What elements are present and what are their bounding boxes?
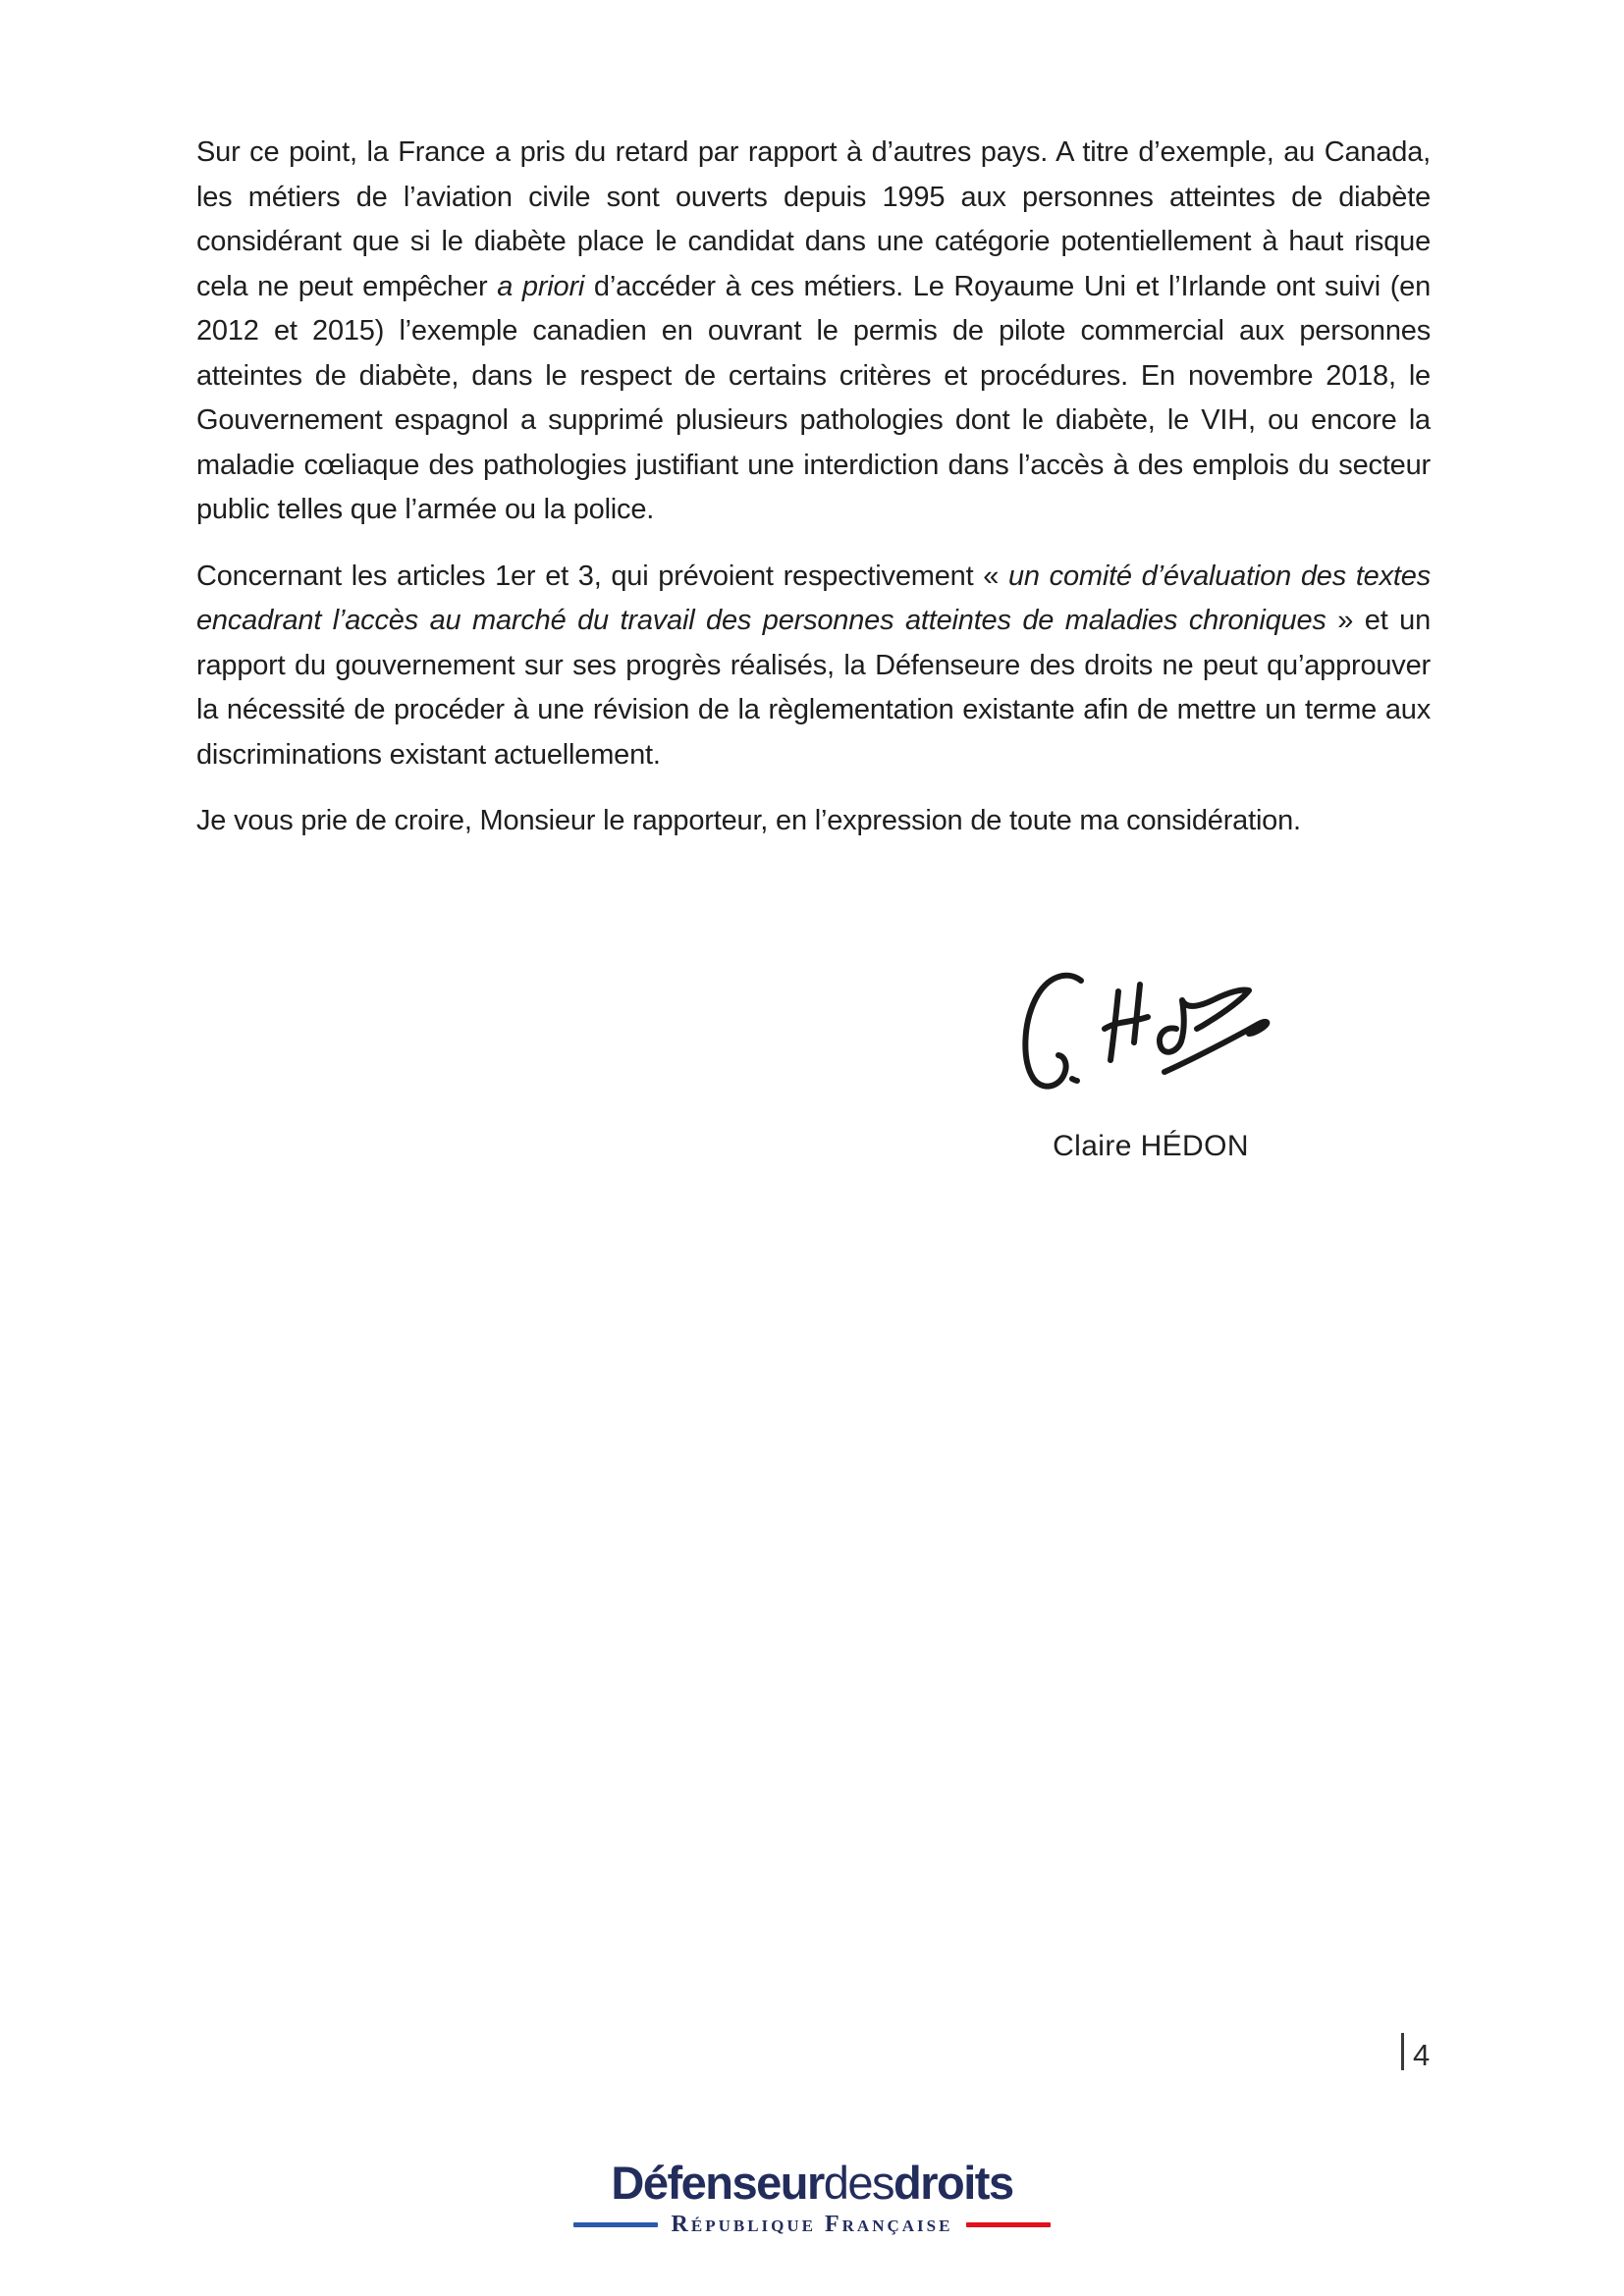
logo-wordmark bbox=[611, 2157, 1013, 2209]
logo-subtitle-row bbox=[573, 2213, 1052, 2236]
logo-word-des: des bbox=[823, 2157, 894, 2209]
logo-red-rule bbox=[966, 2222, 1051, 2227]
closing-salutation-paragraph: Je vous prie de croire, Monsieur le rapporteur, en l’expression de toute ma considération. bbox=[196, 805, 1301, 836]
logo-word-droits: droits bbox=[893, 2157, 1013, 2209]
page-number-value: 4 bbox=[1413, 2038, 1431, 2072]
logo-word-defenseur: Défenseur bbox=[611, 2157, 824, 2209]
handwritten-signature bbox=[1016, 968, 1291, 1100]
letter-body bbox=[196, 131, 1431, 866]
defenseur-des-droits-logo bbox=[0, 2157, 1624, 2237]
paragraph-comparative-countries: Sur ce point, la France a pris du retard par rapport à d’autres pays. A titre d’exemple, au Canada, les métiers de l’aviation civile sont ouverts depuis 1995 aux personnes atteintes de diabète considérant que si le diabète place le candidat dans une catégorie potentiellement à haut risque cela ne peut empêcher a priori d’accéder à ces métiers. Le Royaume Uni et l’Irlande ont suivi (en 2012 et 2015) l’exemple canadien en ouvrant le permis de pilote commercial aux personnes atteintes de diabète, dans le respect de certains critères et procédures. En novembre 2018, le Gouvernement espagnol a supprimé plusieurs pathologies dont le diabète, le VIH, ou encore la maladie cœliaque des pathologies justifiant une interdiction dans l’accès à des emplois du secteur public telles que l’armée ou la police. bbox=[196, 136, 1432, 525]
logo-blue-rule bbox=[573, 2222, 658, 2227]
signatory-name: Claire HÉDON bbox=[1053, 1130, 1249, 1162]
logo-subtitle: République Française bbox=[671, 2212, 953, 2237]
signature-drawing bbox=[1016, 968, 1291, 1100]
page-number bbox=[1401, 2033, 1430, 2070]
paragraph-articles-1-and-3: Concernant les articles 1er et 3, qui prévoient respectivement « un comité d’évaluation des textes encadrant l’accès au marché du travail des personnes atteintes de maladies chroniques » et un rapport du gouvernement sur ses progrès réalisés, la Défenseure des droits ne peut qu’approuver la nécessité de procéder à une révision de la règlementation existante afin de mettre un terme aux discriminations existant actuellement. bbox=[196, 560, 1431, 771]
